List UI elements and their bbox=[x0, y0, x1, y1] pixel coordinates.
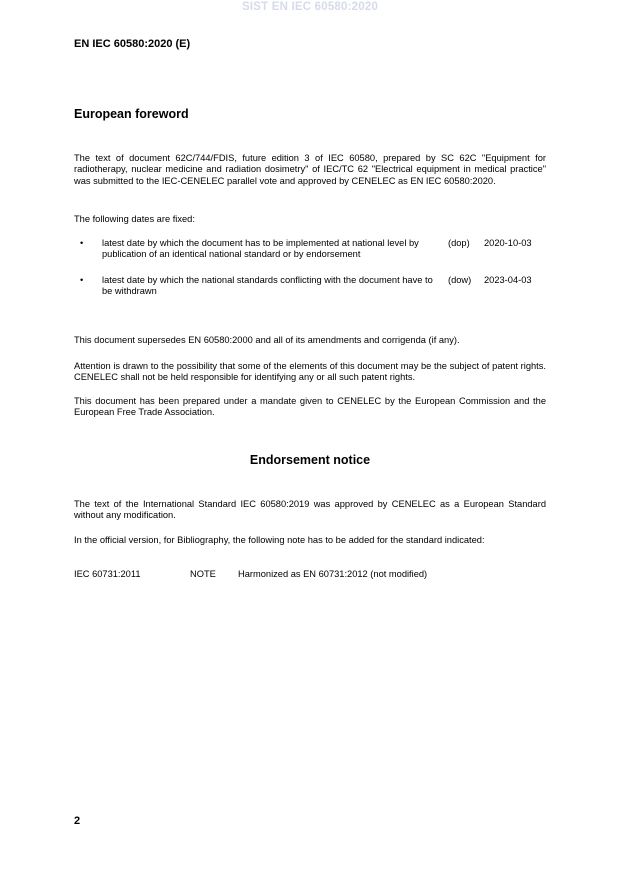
note-standard: IEC 60731:2011 bbox=[74, 569, 141, 579]
note-text: Harmonized as EN 60731:2012 (not modified) bbox=[238, 569, 428, 579]
endorsement-notice-title: Endorsement notice bbox=[249, 453, 371, 467]
foreword-intro-paragraph: The text of document 62C/744/FDIS, future edition 3 of IEC 60580, prepared by SC 62C "Equipment for radiotherapy, nuclear medicine and radiation dosimetry" of IEC/TC 62 "Electrical equipment in medical practice" was submitted to the IEC-CENELEC parallel vote and approved by CENELEC as EN IEC 60580:2020. bbox=[74, 153, 546, 186]
document-identifier: EN IEC 60580:2020 (E) bbox=[74, 38, 191, 50]
mandate-paragraph: This document has been prepared under a mandate given to CENELEC by the European Commission and the European Free Trade Association. bbox=[74, 396, 546, 418]
watermark: SIST EN IEC 60580:2020 bbox=[241, 1, 379, 13]
bullet-icon: • bbox=[80, 238, 84, 248]
date-item-abbreviation: (dop) bbox=[448, 238, 470, 248]
patent-paragraph: Attention is drawn to the possibility that some of the elements of this document may be the subject of patent rights. CENELEC shall not be held responsible for identifying any or all such patent rights. bbox=[74, 361, 546, 383]
dates-intro-paragraph: The following dates are fixed: bbox=[74, 214, 195, 224]
date-item-abbreviation: (dow) bbox=[448, 275, 472, 285]
bullet-icon: • bbox=[80, 275, 84, 285]
date-item-text: latest date by which the document has to be implemented at national level by publication of an identical national standard or by endorsement bbox=[102, 238, 419, 260]
page-number: 2 bbox=[74, 815, 81, 827]
european-foreword-title: European foreword bbox=[74, 107, 189, 121]
official-version-paragraph: In the official version, for Bibliography, the following note has to be added for the standard indicated: bbox=[74, 535, 485, 545]
date-item-text: latest date by which the national standards conflicting with the document have to be withdrawn bbox=[102, 275, 433, 297]
note-label: NOTE bbox=[190, 569, 216, 579]
endorsement-paragraph: The text of the International Standard IEC 60580:2019 was approved by CENELEC as a European Standard without any modification. bbox=[74, 499, 546, 521]
date-item-date: 2020-10-03 bbox=[484, 238, 532, 248]
date-item-date: 2023-04-03 bbox=[484, 275, 532, 285]
supersedes-paragraph: This document supersedes EN 60580:2000 and all of its amendments and corrigenda (if any). bbox=[74, 335, 460, 345]
